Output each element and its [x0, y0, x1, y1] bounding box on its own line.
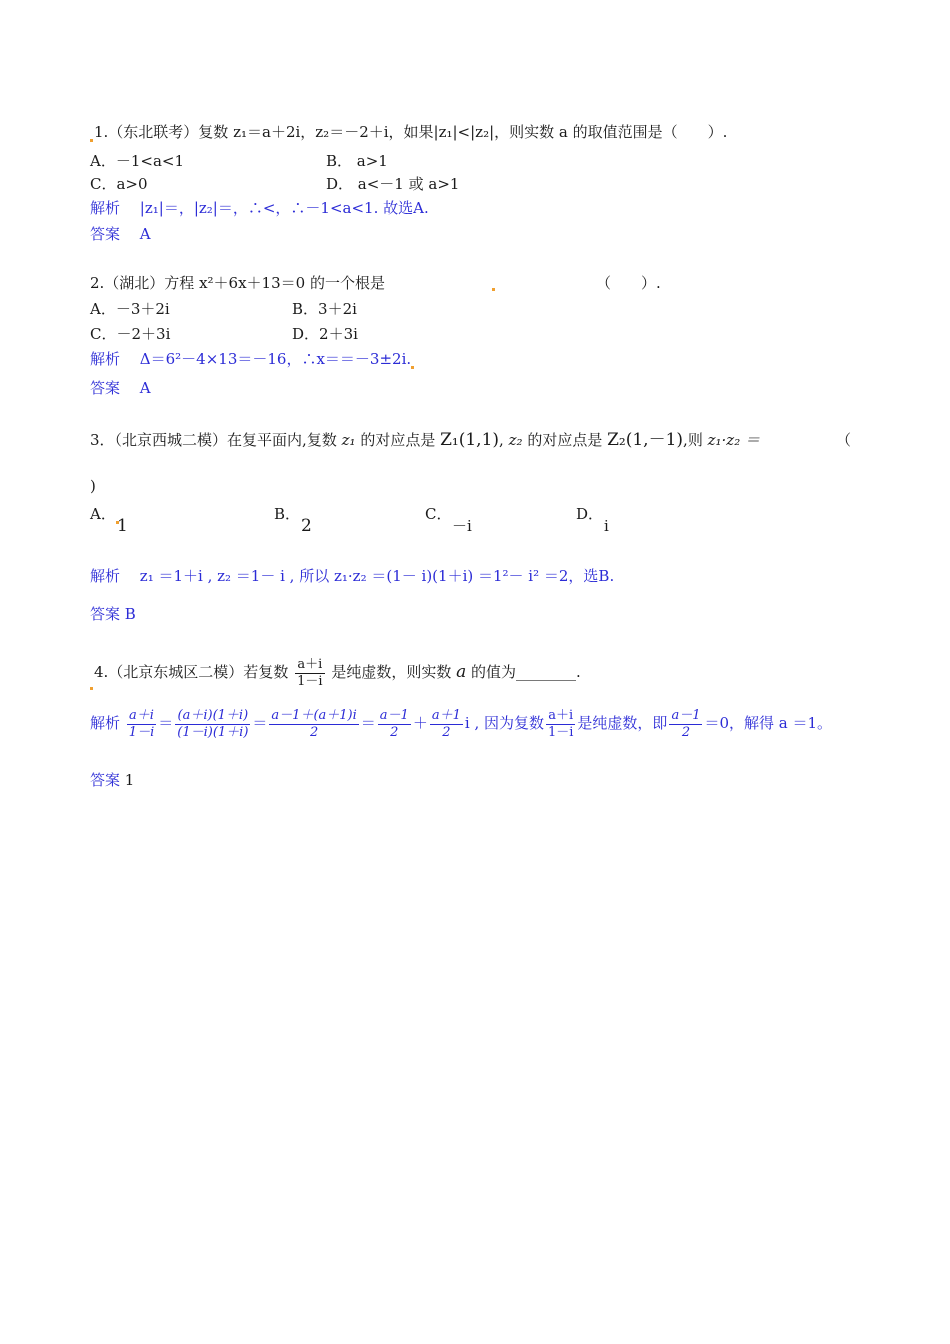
edit-mark	[90, 139, 93, 142]
q2-option-c: C．－2＋3i	[90, 325, 171, 343]
edit-mark	[411, 366, 414, 369]
q2-option-b: B．3＋2i	[292, 300, 357, 318]
q1-option-d: D． a<－1 或 a>1	[326, 175, 460, 193]
q4-analysis: 解析 $\frac{a+i}{1-i}$ ＝ $\frac{(a+i)(1+i)}{(1-i)(1+i)}$ ＝ $\frac{a-1+(a+1)i}{2}$ ＝ $\frac{a-1}{2}$ ＋ $\frac{a+1}{2}$ i , 因为复数 $\frac{a+i}{1-i}$ 是纯虚数，即 $\frac{a-1}{2}$ ＝0，解得 a ＝1。	[90, 707, 833, 740]
fraction: $\frac{a-1}{2}$	[671, 707, 701, 740]
fraction: $\frac{a+1}{2}$	[431, 707, 461, 740]
point-z2: Z₂(1,－1)	[607, 430, 684, 450]
answer-value: A	[139, 379, 151, 397]
q1-option-c: C．a>0	[90, 175, 148, 193]
answer-label: 答案	[90, 225, 121, 243]
z2-symbol: z₂	[508, 431, 523, 449]
q2-answer	[90, 378, 151, 398]
q3-option-d: D．	[576, 505, 604, 523]
analysis-label: 解析	[90, 199, 121, 217]
q3-option-b: B．	[274, 505, 301, 523]
answer-value: A	[139, 225, 151, 243]
product-expression: z₁·z₂ ＝	[707, 431, 760, 449]
q4-answer	[90, 770, 134, 790]
q2-analysis	[90, 349, 415, 369]
q1-stem: 1.（东北联考）复数 z₁＝a＋2i，z₂＝－2＋i，如果|z₁|<|z₂|，则实数 a 的取值范围是（ ）.	[90, 122, 727, 142]
analysis-label: 解析	[90, 350, 121, 368]
q3-option-a: A．	[90, 504, 120, 524]
fraction: $\frac{a-1+(a+1)i}{2}$	[271, 707, 357, 740]
analysis-label: 解析	[90, 567, 121, 585]
q3-paren-close: )	[90, 477, 96, 495]
q1-answer	[90, 224, 151, 244]
q3-option-c-value: －i	[452, 517, 472, 535]
edit-mark	[90, 687, 93, 690]
q3-paren-open: （	[836, 431, 852, 449]
q1-analysis	[90, 198, 429, 218]
answer-label: 答案	[90, 771, 121, 789]
q2-option-d: D．2＋3i	[292, 325, 358, 343]
analysis-text: z₁ ＝1＋i , z₂ ＝1－ i , 所以 z₁·z₂ ＝(1－ i)(1＋i) ＝1²－ i² ＝2，选B.	[139, 567, 615, 585]
fraction: $\frac{a+i}{1-i}$	[128, 707, 155, 740]
answer-value: B	[124, 605, 136, 623]
q3-analysis	[90, 566, 614, 586]
q3-answer	[90, 604, 136, 624]
point-z1: Z₁(1,1)	[440, 430, 500, 450]
q1-option-a: A．－1<a<1	[90, 152, 184, 170]
analysis-text: Δ＝6²－4×13＝－16，∴x＝＝－3±2i.	[139, 350, 412, 368]
edit-mark	[492, 288, 495, 291]
q3-stem: 3．（北京西城二模）在复平面内,复数 z₁ 的对应点是 Z₁(1,1), z₂ 的对应点是 Z₂(1,－1),则 z₁·z₂ ＝	[90, 430, 760, 450]
q4-fraction: $\frac{a+i}{1-i}$	[297, 656, 323, 689]
answer-value: 1	[124, 771, 135, 789]
q2-paren: （ ）.	[596, 274, 661, 292]
answer-label: 答案	[90, 379, 121, 397]
q4-stem: 4.（北京东城区二模）若复数 $\frac{a+i}{1-i}$ 是纯虚数，则实数 a 的值为________.	[90, 654, 581, 690]
q3-option-d-value: i	[604, 517, 609, 535]
q3-option-a-value: 1	[117, 516, 128, 536]
analysis-text: |z₁|＝，|z₂|＝，∴<，∴－1<a<1. 故选A.	[139, 199, 429, 217]
q3-option-b-value: 2	[301, 516, 312, 536]
variable-a: a	[456, 662, 467, 682]
fraction: $\frac{a+i}{1-i}$	[547, 707, 574, 740]
analysis-label: 解析	[90, 714, 121, 732]
q3-option-c: C．	[425, 505, 452, 523]
fraction: $\frac{a-1}{2}$	[379, 707, 409, 740]
fraction: $\frac{(a+i)(1+i)}{(1-i)(1+i)}$	[177, 707, 249, 740]
answer-label: 答案	[90, 605, 121, 623]
q2-option-a: A．－3＋2i	[90, 300, 170, 318]
z1-symbol: z₁	[341, 431, 356, 449]
q2-stem: 2.（湖北）方程 x²＋6x＋13＝0 的一个根是	[90, 274, 385, 292]
q1-option-b: B． a>1	[326, 152, 388, 170]
